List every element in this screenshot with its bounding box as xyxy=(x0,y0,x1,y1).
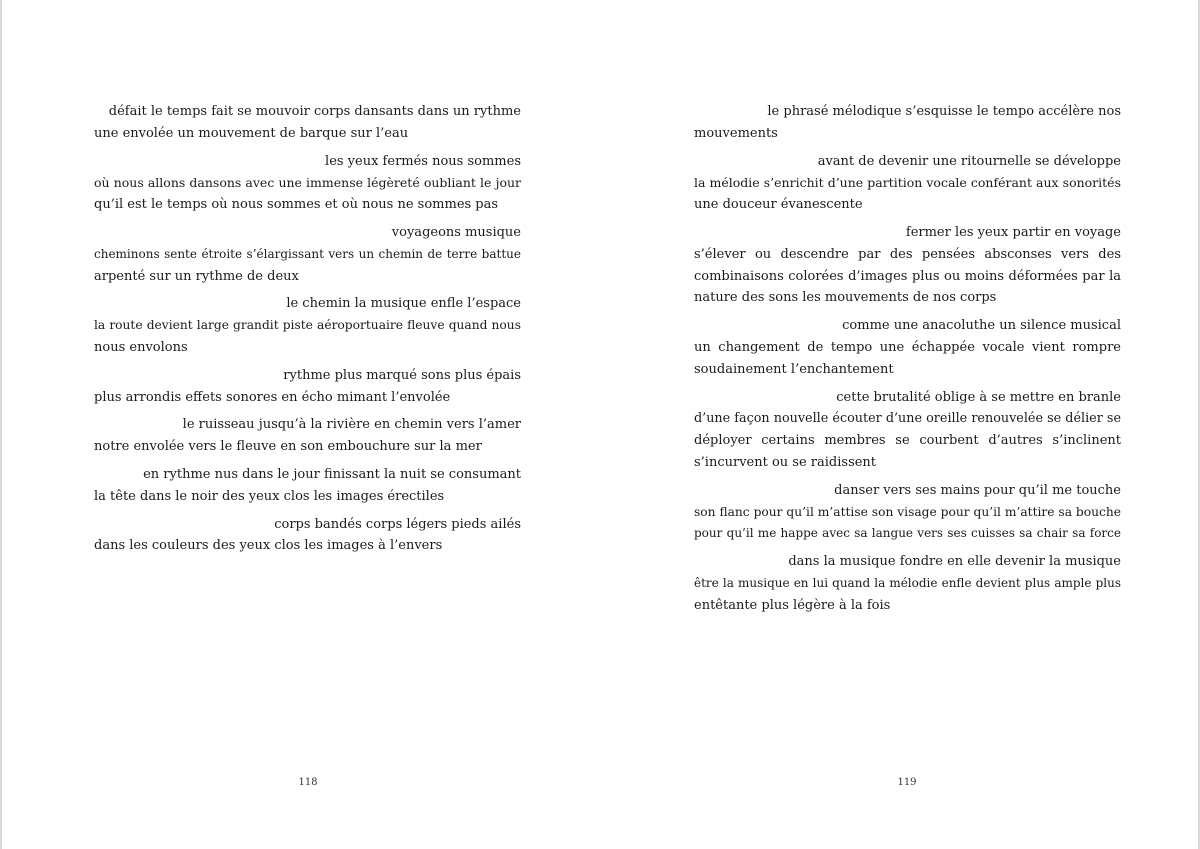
stanza xyxy=(694,551,1121,616)
stanza xyxy=(694,480,1121,545)
poem-line: nous envolons xyxy=(94,339,188,355)
poem-line: voyageons musique xyxy=(391,224,521,240)
poem-line: soudainement l’enchantement xyxy=(694,361,894,377)
stanza xyxy=(694,151,1121,216)
poem-line: son flanc pour qu’il m’attise son visage pour qu’il m’attire sa bouche xyxy=(694,504,1122,519)
poem-line: une douceur évanescente xyxy=(694,197,863,213)
poem-line: notre envolée vers le fleuve en son embouchure sur la mer xyxy=(94,439,482,455)
stanza xyxy=(94,101,521,145)
poem-line: avant de devenir une ritournelle se développe xyxy=(817,153,1121,169)
poem-line: défait le temps fait se mouvoir corps dansants dans un rythme xyxy=(108,104,521,119)
poem-line: dans les couleurs des yeux clos les images à l’envers xyxy=(94,538,443,554)
poem-line: arpenté sur un rythme de deux xyxy=(94,268,299,284)
poem-line: entêtante plus légère à la fois xyxy=(694,597,891,613)
stanza xyxy=(94,464,521,508)
poem-line: le chemin la musique enfle l’espace xyxy=(286,296,521,312)
poem-line: rythme plus marqué sons plus épais xyxy=(283,367,521,383)
poem-line: déployer certains membres se courbent d’autres s’inclinent xyxy=(694,433,1121,449)
poem-line: la mélodie s’enrichit d’une partition vocale conférant aux sonorités xyxy=(694,175,1121,191)
stanza xyxy=(694,315,1121,380)
stanza xyxy=(94,514,521,558)
right-page-number: 119 xyxy=(897,777,917,788)
poem-line: plus arrondis effets sonores en écho mimant l’envolée xyxy=(94,389,451,405)
poem-line: pour qu’il me happe avec sa langue vers ses cuisses sa chair sa force xyxy=(694,526,1121,541)
poem-line: comme une anacoluthe un silence musical xyxy=(842,318,1121,334)
stanza xyxy=(694,222,1121,309)
poem-line: cette brutalité oblige à se mettre en branle xyxy=(836,389,1121,405)
poem-line: le phrasé mélodique s’esquisse le tempo accélère nos xyxy=(767,104,1121,119)
left-page-number: 118 xyxy=(298,777,318,788)
poem-line: fermer les yeux partir en voyage xyxy=(905,224,1121,240)
poem-line: la tête dans le noir des yeux clos les images érectiles xyxy=(94,488,445,504)
poem-line: s’incurvent ou se raidissent xyxy=(694,454,877,470)
poem-line: cheminons sente étroite s’élargissant vers un chemin de terre battue xyxy=(94,246,521,261)
poem-line: le ruisseau jusqu’à la rivière en chemin vers l’amer xyxy=(182,417,521,433)
right-page xyxy=(600,0,1200,849)
poem-line: où nous allons dansons avec une immense légèreté oubliant le jour xyxy=(94,175,521,191)
stanza xyxy=(694,387,1121,474)
stanza xyxy=(94,222,521,287)
poem-line: en rythme nus dans le jour finissant la nuit se consumant xyxy=(143,466,521,482)
poem-line: les yeux fermés nous sommes xyxy=(325,153,521,169)
poem-line: la route devient large grandit piste aéroportuaire fleuve quand nous xyxy=(94,318,521,333)
stanza xyxy=(94,293,521,358)
poem-line: dans la musique fondre en elle devenir la musique xyxy=(788,554,1121,570)
stanza xyxy=(94,151,521,216)
poem-line: corps bandés corps légers pieds ailés xyxy=(274,516,521,532)
stanza xyxy=(94,414,521,458)
right-page-poem xyxy=(694,101,1121,623)
poem-line: danser vers ses mains pour qu’il me touche xyxy=(834,482,1121,498)
poem-line: être la musique en lui quand la mélodie enfle devient plus ample plus xyxy=(694,575,1121,590)
poem-line: nature des sons les mouvements de nos corps xyxy=(694,290,997,306)
poem-line: mouvements xyxy=(694,125,778,141)
stanza xyxy=(694,101,1121,145)
poem-line: un changement de tempo une échappée vocale vient rompre xyxy=(694,339,1121,355)
poem-line: combinaisons colorées d’images plus ou moins déformées par la xyxy=(694,268,1121,284)
poem-line: s’élever ou descendre par des pensées absconses vers des xyxy=(694,246,1121,262)
poem-line: d’une façon nouvelle écouter d’une oreille renouvelée se délier se xyxy=(694,411,1121,427)
poem-line: une envolée un mouvement de barque sur l’eau xyxy=(94,125,409,141)
stanza xyxy=(94,365,521,409)
poem-line: qu’il est le temps où nous sommes et où nous ne sommes pas xyxy=(94,197,499,213)
left-page-poem xyxy=(94,101,521,563)
